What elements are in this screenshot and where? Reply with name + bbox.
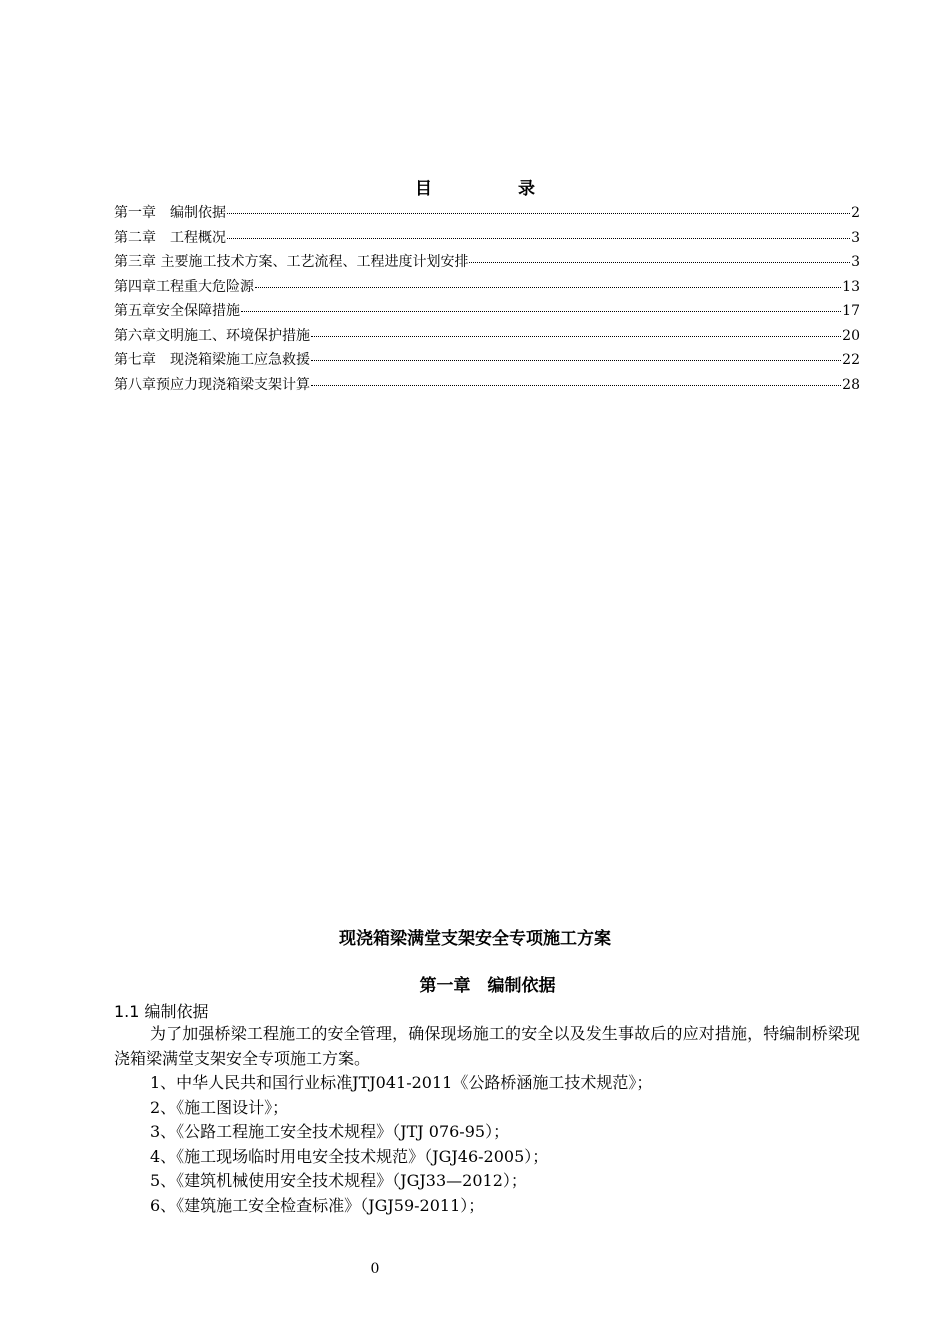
reference-item: 6、《建筑施工安全检查标准》（JGJ59-2011）； (150, 1195, 485, 1215)
chapter-title: 第一章 编制依据 (419, 976, 556, 996)
toc-leader-dots (311, 384, 841, 386)
section-heading: 1.1 编制依据 (114, 1002, 209, 1021)
toc-entry-label: 第五章安全保障措施 (114, 303, 240, 319)
toc-leader-dots (255, 286, 841, 288)
toc-entry-label: 第一章 编制依据 (114, 205, 226, 221)
reference-item: 2、《施工图设计》； (150, 1097, 289, 1117)
toc-entry[interactable] (114, 226, 860, 251)
toc-leader-dots (227, 237, 850, 239)
toc-leader-dots (469, 261, 850, 263)
toc-entry-page: 20 (842, 327, 860, 344)
toc-entry[interactable] (114, 373, 860, 398)
toc-entry-label: 第四章工程重大危险源 (114, 278, 254, 295)
toc-entry[interactable] (114, 348, 860, 373)
toc-entry[interactable] (114, 324, 860, 349)
toc-entry[interactable] (114, 201, 860, 226)
toc-leader-dots (227, 212, 850, 214)
toc-entry-page: 3 (851, 229, 860, 246)
toc-entry[interactable] (114, 250, 860, 275)
page-number: 0 (370, 1261, 380, 1277)
reference-item: 1、中华人民共和国行业标准JTJ041-2011《公路桥涵施工技术规范》； (150, 1073, 653, 1092)
toc-entry[interactable] (114, 299, 860, 324)
toc-leader-dots (241, 310, 841, 312)
document-title: 现浇箱梁满堂支架安全专项施工方案 (339, 929, 611, 949)
intro-paragraph: 为了加强桥梁工程施工的安全管理，确保现场施工的安全以及发生事故后的应对措施，特编制桥梁现浇箱梁满堂支架安全专项施工方案。 (114, 1024, 860, 1068)
document-body (114, 1022, 860, 1218)
toc-entry-label: 第二章 工程概况 (114, 229, 226, 246)
toc-entry-page: 3 (851, 254, 860, 270)
toc-title: 目 录 (415, 179, 575, 199)
toc-entry-page: 28 (842, 376, 860, 393)
toc-entry-page: 2 (851, 205, 860, 221)
toc-leader-dots (311, 335, 841, 337)
toc-leader-dots (311, 359, 841, 361)
table-of-contents (114, 201, 860, 397)
reference-item: 5、《建筑机械使用安全技术规程》（JGJ33—2012）； (150, 1171, 527, 1190)
toc-entry[interactable] (114, 275, 860, 300)
reference-item: 4、《施工现场临时用电安全技术规范》（JGJ46-2005）； (150, 1146, 549, 1166)
toc-entry-label: 第三章 主要施工技术方案、工艺流程、工程进度计划安排 (114, 254, 469, 270)
toc-entry-label: 第六章文明施工、环境保护措施 (114, 327, 310, 344)
toc-entry-page: 17 (842, 303, 860, 319)
toc-entry-page: 13 (842, 278, 860, 295)
reference-item: 3、《公路工程施工安全技术规程》（JTJ 076-95）； (150, 1122, 510, 1141)
toc-entry-label: 第七章 现浇箱梁施工应急救援 (114, 352, 310, 368)
toc-entry-label: 第八章预应力现浇箱梁支架计算 (114, 376, 310, 393)
toc-entry-page: 22 (842, 352, 860, 368)
